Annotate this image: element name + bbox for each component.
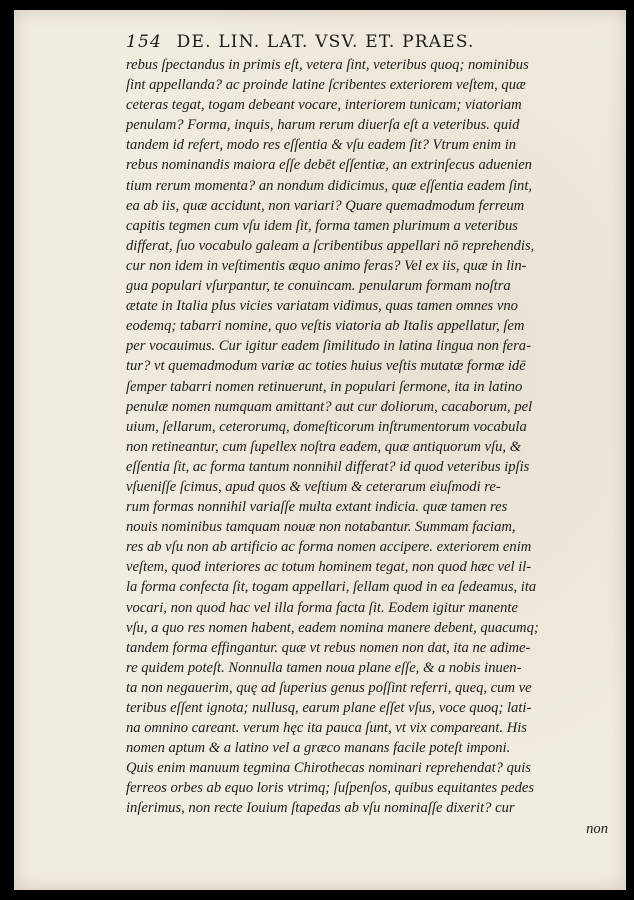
text-line: nomen aptum & a latino vel a græco manans facile poteſt imponi. (126, 740, 511, 757)
text-line: eodemq; tabarri nomine, quo veſtis viatoria ab Italis appellatur, ſem (126, 318, 525, 335)
text-line: ſint appellanda? ac proinde latine ſcribentes exteriorem veſtem, quæ (126, 77, 526, 94)
text-line: tandem forma effingantur. quæ vt rebus nomen non dat, ita ne adime- (126, 639, 531, 656)
text-line: ceteras tegat, togam debeant vocare, interiorem tunicam; viatoriam (126, 97, 522, 114)
text-line: res ab vſu non ab artificio ac forma nomen accipere. exteriorem enim (126, 539, 532, 556)
text-line: capitis tegmen cum vſu idem ſit, forma tamen plurimum a veteribus (126, 217, 518, 234)
running-title: DE. LIN. LAT. VSV. ET. PRAES. (176, 32, 475, 52)
text-line: ea ab iis, quæ accidunt, non variari? Quare quemadmodum ferreum (126, 197, 525, 214)
text-line: ta non negauerim, quę ad ſuperius genus poſſint referri, queq, cum ve (126, 679, 532, 696)
page-number: 154 (126, 32, 163, 52)
text-line: vſu, a quo res nomen habent, eadem nomina manere debent, quacumq; (126, 619, 539, 636)
text-line: rum formas nonnihil variaſſe multa extant indicia. quæ tamen res (126, 499, 508, 516)
text-line: differat, ſuo vocabulo galeam a ſcribentibus appellari nō reprehendis, (126, 237, 535, 254)
body-text (126, 55, 608, 839)
text-line: per vocauimus. Cur igitur eadem ſimilitudo in latina lingua non fera- (126, 338, 531, 355)
text-line: penulam? Forma, inquis, harum rerum diuerſa eſt a veteribus. quid (126, 117, 520, 134)
text-line: ſemper tabarri nomen retinuerunt, in populari ſermone, ita in latino (126, 378, 523, 395)
text-line: la forma confecta ſit, togam appellari, ſellam quod in ea ſedeamus, ita (126, 579, 537, 596)
text-line: cur non idem in veſtimentis æquo animo feras? Vel ex iis, quæ in lin- (126, 257, 527, 274)
text-line: vocari, non quod hac vel illa forma facta ſit. Eodem igitur manente (126, 599, 518, 616)
text-line: eſſentia ſit, ac forma tantum nonnihil differat? id quod veteribus ipſis (126, 458, 530, 475)
text-line: re quidem poteſt. Nonnulla tamen noua plane eſſe, & a nobis inuen- (126, 659, 522, 676)
text-line: gua populari vſurpantur, te conuincam. penularum formam noſtra (126, 278, 511, 295)
text-line: penulæ nomen numquam amittant? aut cur doliorum, cacaborum, pel (126, 398, 533, 415)
text-line: ferreos orbes ab equo loris vtrimq; ſuſpenſos, quibus equitantes pedes (126, 780, 535, 797)
text-line: rebus nominandis maiora eſſe debēt eſſentiæ, an extrinſecus aduenien (126, 157, 532, 174)
book-page (14, 10, 626, 890)
text-line: nouis nominibus tamquam nouæ non notabantur. Summam faciam, (126, 519, 516, 536)
text-line: veſtem, quod interiores ac totum hominem tegat, non quod hæc vel il- (126, 559, 532, 576)
text-line: teribus eſſent ignota; nullusq, earum plane eſſet vſus, voce quoq; lati- (126, 700, 532, 716)
text-line: na omnino careant. verum hęc ita pauca ſunt, vt vix compareant. His (126, 720, 527, 737)
text-line: ætate in Italia plus vicies variatam vidimus, quas tamen omnes vno (126, 298, 518, 315)
text-line: uium, ſellarum, ceterorumq, domeſticorum inſtrumentorum vocabula (126, 418, 527, 435)
catchword: non (586, 820, 608, 837)
text-line: rebus ſpectandus in primis eſt, vetera ſint, veteribus quoq; nominibus (126, 57, 529, 73)
text-line: tandem id refert, modo res eſſentia & vſu eadem ſit? Vtrum enim in (126, 137, 517, 154)
text-line: non retineantur, cum ſupellex noſtra eadem, quæ antiquorum vſu, & (126, 438, 522, 455)
text-line: inſerimus, non recte Iouium ſtapedas ab vſu nominaſſe dixerit? cur (126, 800, 515, 817)
text-line: vſueniſſe ſcimus, apud quos & veſtium & ceterarum eiuſmodi re- (126, 478, 501, 495)
text-line: tur? vt quemadmodum variæ ac toties huius veſtis mutatæ formæ idē (126, 358, 526, 375)
text-line: tium rerum momenta? an nondum didicimus, quæ eſſentia eadem ſint, (126, 177, 533, 194)
text-line: Quis enim manuum tegmina Chirothecas nominari reprehendat? quis (126, 760, 531, 777)
